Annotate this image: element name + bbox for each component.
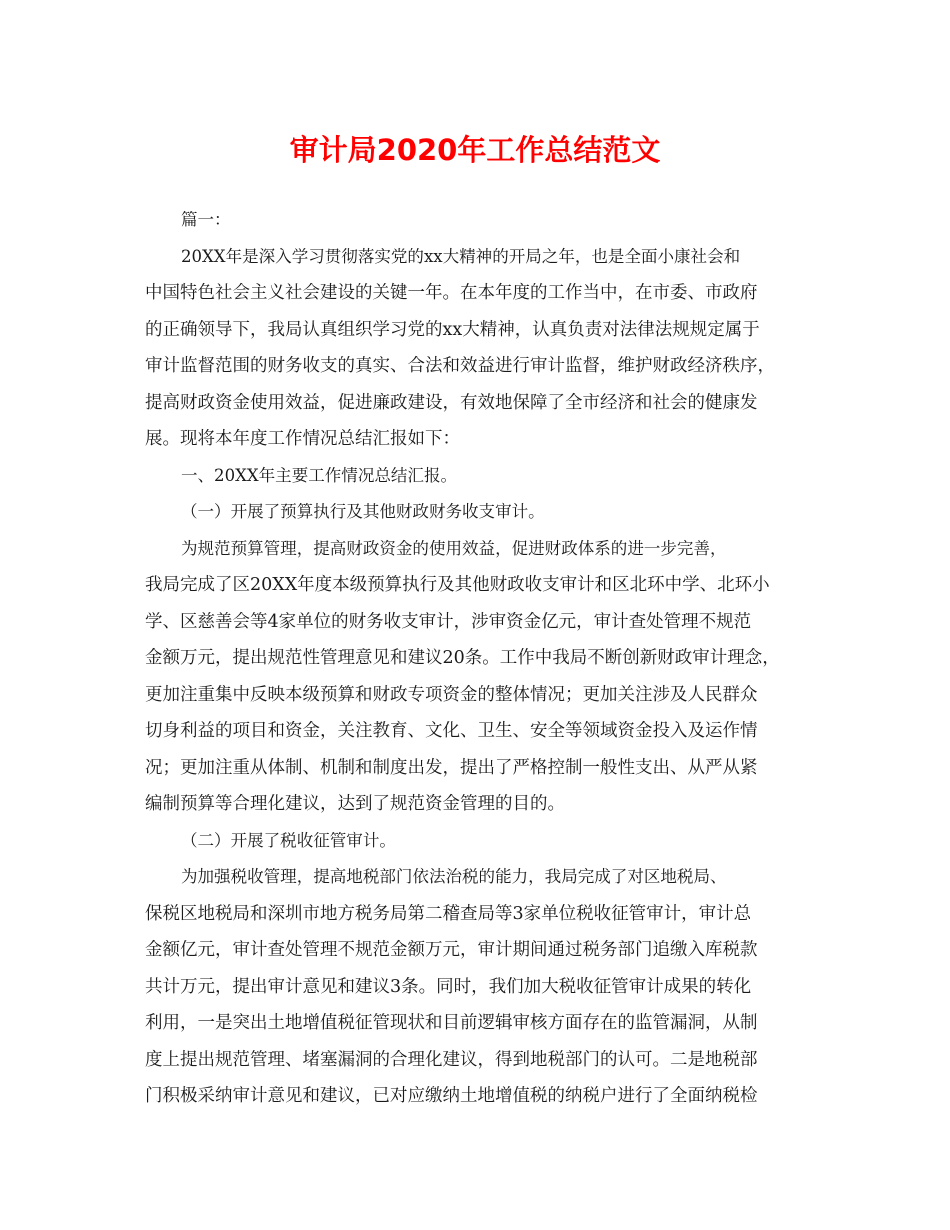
text-line: （二）开展了税收征管审计。 [181, 830, 396, 850]
text-line: 篇一： [181, 210, 231, 229]
document-body [145, 202, 810, 1115]
text-line: 保税区地税局和深圳市地方税务局第二稽查局等3家单位税收征管审计，审计总 [145, 903, 752, 924]
text-line: 金额万元，提出规范性管理意见和建议20条。工作中我局不断创新财政审计理念， [145, 648, 780, 668]
text-line: 切身利益的项目和资金，关注教育、文化、卫生、安全等领域资金投入及运作情 [145, 721, 758, 741]
text-line: 为规范预算管理，提高财政资金的使用效益，促进财政体系的进一步完善， [181, 538, 727, 558]
text-line: 学、区慈善会等4家单位的财务收支审计，涉审资金亿元，审计查处管理不规范 [145, 611, 752, 632]
document-title: 审计局2020年工作总结范文 [289, 133, 661, 167]
text-line: 利用，一是突出土地增值税征管现状和目前逻辑审核方面存在的监管漏洞，从制 [145, 1013, 758, 1033]
text-line: 展。现将本年度工作情况总结汇报如下： [145, 429, 460, 449]
text-line: 我局完成了区20XX年度本级预算执行及其他财政收支审计和区北环中学、北环小 [145, 575, 770, 595]
text-line: 为加强税收管理，提高地税部门依法治税的能力，我局完成了对区地税局、 [181, 867, 727, 886]
text-line: 的正确领导下，我局认真组织学习党的xx大精神，认真负责对法律法规规定属于 [145, 319, 760, 340]
text-line: 度上提出规范管理、堵塞漏洞的合理化建议，得到地税部门的认可。二是地税部 [145, 1049, 758, 1070]
text-line: 20XX年是深入学习贯彻落实党的xx大精神的开局之年，也是全面小康社会和 [181, 246, 741, 266]
text-line: 提高财政资金使用效益，促进廉政建设，有效地保障了全市经济和社会的健康发 [145, 392, 758, 413]
text-line: 一、20XX年主要工作情况总结汇报。 [181, 465, 458, 485]
text-line: 门积极采纳审计意见和建议，已对应缴纳土地增值税的纳税户进行了全面纳税检 [145, 1086, 758, 1106]
text-line: 共计万元，提出审计意见和建议3条。同时，我们加大税收征管审计成果的转化 [145, 976, 752, 997]
text-line: 更加注重集中反映本级预算和财政专项资金的整体情况；更加关注涉及人民群众 [145, 684, 758, 705]
text-line: 金额亿元，审计查处管理不规范金额万元，审计期间通过税务部门追缴入库税款 [145, 940, 758, 960]
text-line: 审计监督范围的财务收支的真实、合法和效益进行审计监督，维护财政经济秩序， [145, 356, 775, 376]
text-line: 中国特色社会主义社会建设的关键一年。在本年度的工作当中，在市委、市政府 [145, 283, 758, 303]
text-line: 编制预算等合理化建议，达到了规范资金管理的目的。 [145, 794, 565, 814]
text-line: 况；更加注重从体制、机制和制度出发，提出了严格控制一般性支出、从严从紧 [145, 757, 758, 778]
text-line: （一）开展了预算执行及其他财政财务收支审计。 [181, 502, 545, 521]
